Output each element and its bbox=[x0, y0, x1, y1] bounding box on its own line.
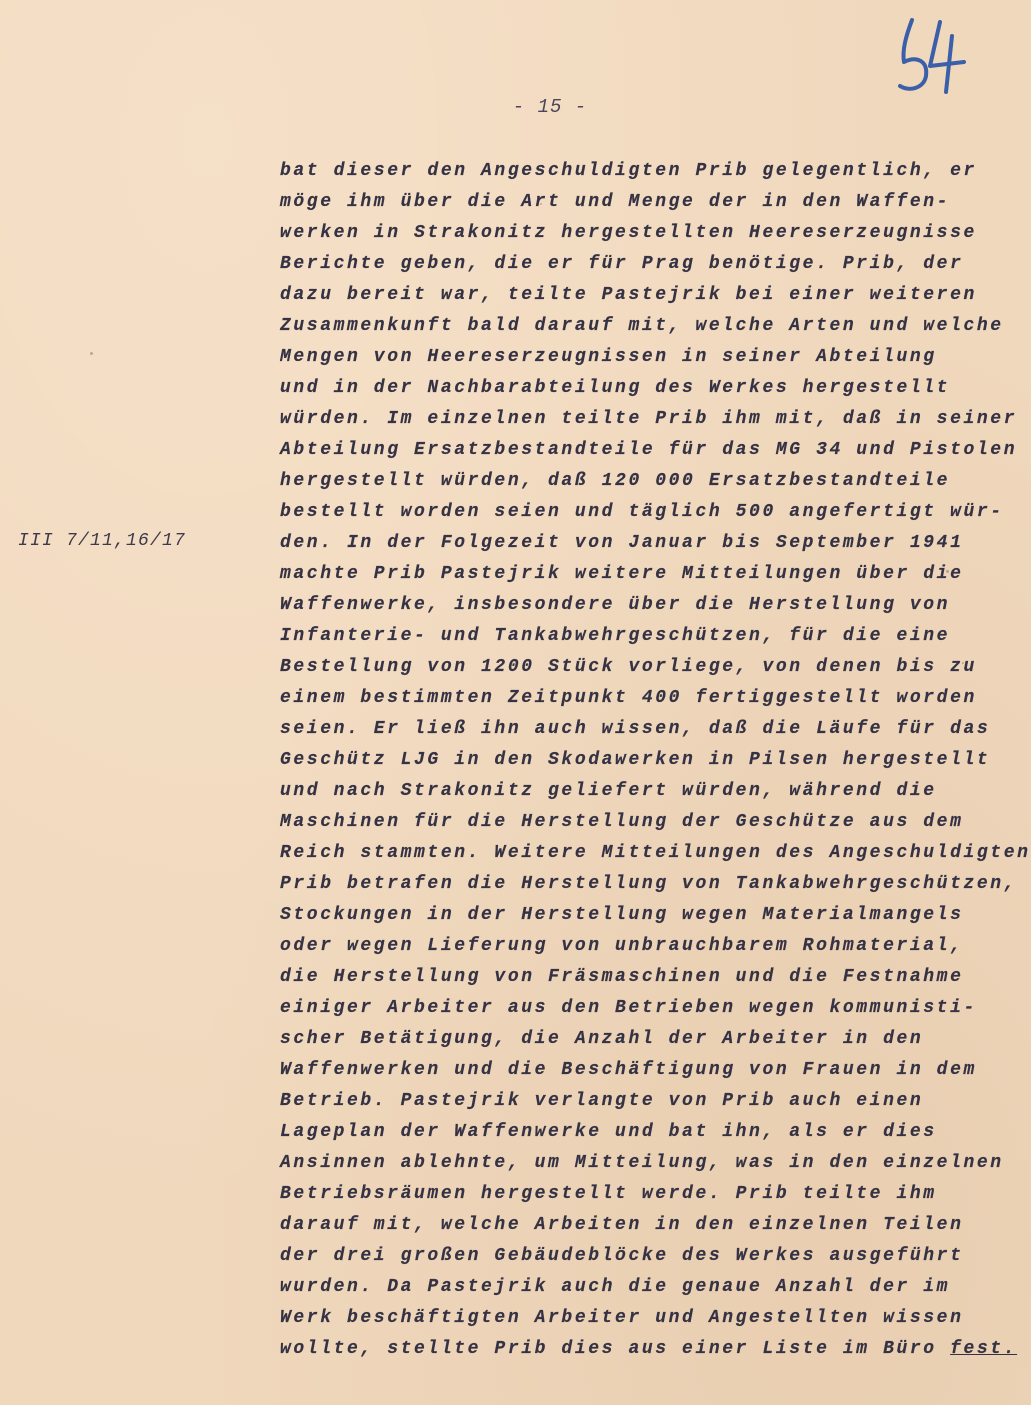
text-line: hergestellt würden, daß 120 000 Ersatzbestandteile bbox=[280, 471, 951, 491]
text-line: machte Prib Pastejrik weitere Mitteilungen über die bbox=[280, 564, 964, 584]
page-number: - 15 - bbox=[512, 96, 588, 118]
text-line: würden. Im einzelnen teilte Prib ihm mit, daß in seiner bbox=[280, 409, 1018, 429]
paper-speck bbox=[90, 352, 93, 355]
text-line: oder wegen Lieferung von unbrauchbarem Rohmaterial, bbox=[280, 936, 964, 956]
text-line: Bestellung von 1200 Stück vorliege, von denen bis zu bbox=[280, 657, 977, 677]
text-line: seien. Er ließ ihn auch wissen, daß die Läufe für das bbox=[280, 719, 991, 739]
text-line: Waffenwerke, insbesondere über die Herstellung von bbox=[280, 595, 951, 615]
text-line: bestellt worden seien und täglich 500 angefertigt wür- bbox=[280, 502, 1004, 522]
text-line: und nach Strakonitz geliefert würden, während die bbox=[280, 781, 937, 801]
text-line: Betrieb. Pastejrik verlangte von Prib auch einen bbox=[280, 1091, 924, 1111]
text-line: Werk beschäftigten Arbeiter und Angestellten wissen bbox=[280, 1308, 964, 1328]
text-line: Berichte geben, die er für Prag benötige. Prib, der bbox=[280, 254, 964, 274]
text-line: Lageplan der Waffenwerke und bat ihn, als er dies bbox=[280, 1122, 937, 1142]
text-line: den. In der Folgezeit von Januar bis September 1941 bbox=[280, 533, 964, 553]
text-line: wurden. Da Pastejrik auch die genaue Anzahl der im bbox=[280, 1277, 951, 1297]
text-line: Mengen von Heereserzeugnissen in seiner Abteilung bbox=[280, 347, 937, 367]
text-line: dazu bereit war, teilte Pastejrik bei einer weiteren bbox=[280, 285, 977, 305]
text-line: Betriebsräumen hergestellt werde. Prib teilte ihm bbox=[280, 1184, 937, 1204]
last-line-text: wollte, stellte Prib dies aus einer Liste im Büro bbox=[280, 1339, 951, 1359]
text-line: Prib betrafen die Herstellung von Tankabwehrgeschützen, bbox=[280, 874, 1018, 894]
text-line-last bbox=[280, 1334, 1018, 1365]
paper-speck bbox=[962, 662, 964, 664]
handwritten-page-annotation bbox=[880, 6, 990, 96]
text-line: möge ihm über die Art und Menge der in den Waffen- bbox=[280, 192, 951, 212]
text-line: Zusammenkunft bald darauf mit, welche Arten und welche bbox=[280, 316, 1004, 336]
text-line: Abteilung Ersatzbestandteile für das MG 34 und Pistolen bbox=[280, 440, 1018, 460]
text-line: Reich stammten. Weitere Mitteilungen des Angeschuldigten bbox=[280, 843, 1031, 863]
text-line: der drei großen Gebäudeblöcke des Werkes ausgeführt bbox=[280, 1246, 964, 1266]
text-line: bat dieser den Angeschuldigten Prib gelegentlich, er bbox=[280, 161, 977, 181]
paper-speck bbox=[946, 570, 949, 573]
text-line: Infanterie- und Tankabwehrgeschützen, für die eine bbox=[280, 626, 951, 646]
text-line: darauf mit, welche Arbeiten in den einzelnen Teilen bbox=[280, 1215, 964, 1235]
text-line: Stockungen in der Herstellung wegen Materialmangels bbox=[280, 905, 964, 925]
text-line: Geschütz LJG in den Skodawerken in Pilsen hergestellt bbox=[280, 750, 991, 770]
text-line: und in der Nachbarabteilung des Werkes hergestellt bbox=[280, 378, 951, 398]
underlined-word: fest. bbox=[950, 1339, 1018, 1359]
text-line: Ansinnen ablehnte, um Mitteilung, was in den einzelnen bbox=[280, 1153, 1004, 1173]
text-line: Waffenwerken und die Beschäftigung von Frauen in dem bbox=[280, 1060, 977, 1080]
paper-speck bbox=[540, 203, 542, 205]
text-line: einem bestimmten Zeitpunkt 400 fertiggestellt worden bbox=[280, 688, 977, 708]
text-line: einiger Arbeiter aus den Betrieben wegen kommunisti- bbox=[280, 998, 977, 1018]
text-line: die Herstellung von Fräsmaschinen und die Festnahme bbox=[280, 967, 964, 987]
body-text bbox=[280, 156, 1031, 1365]
text-line: Maschinen für die Herstellung der Geschütze aus dem bbox=[280, 812, 964, 832]
margin-reference: III 7/11,16/17 bbox=[18, 531, 187, 551]
text-line: werken in Strakonitz hergestellten Heereserzeugnisse bbox=[280, 223, 977, 243]
text-line: scher Betätigung, die Anzahl der Arbeiter in den bbox=[280, 1029, 924, 1049]
